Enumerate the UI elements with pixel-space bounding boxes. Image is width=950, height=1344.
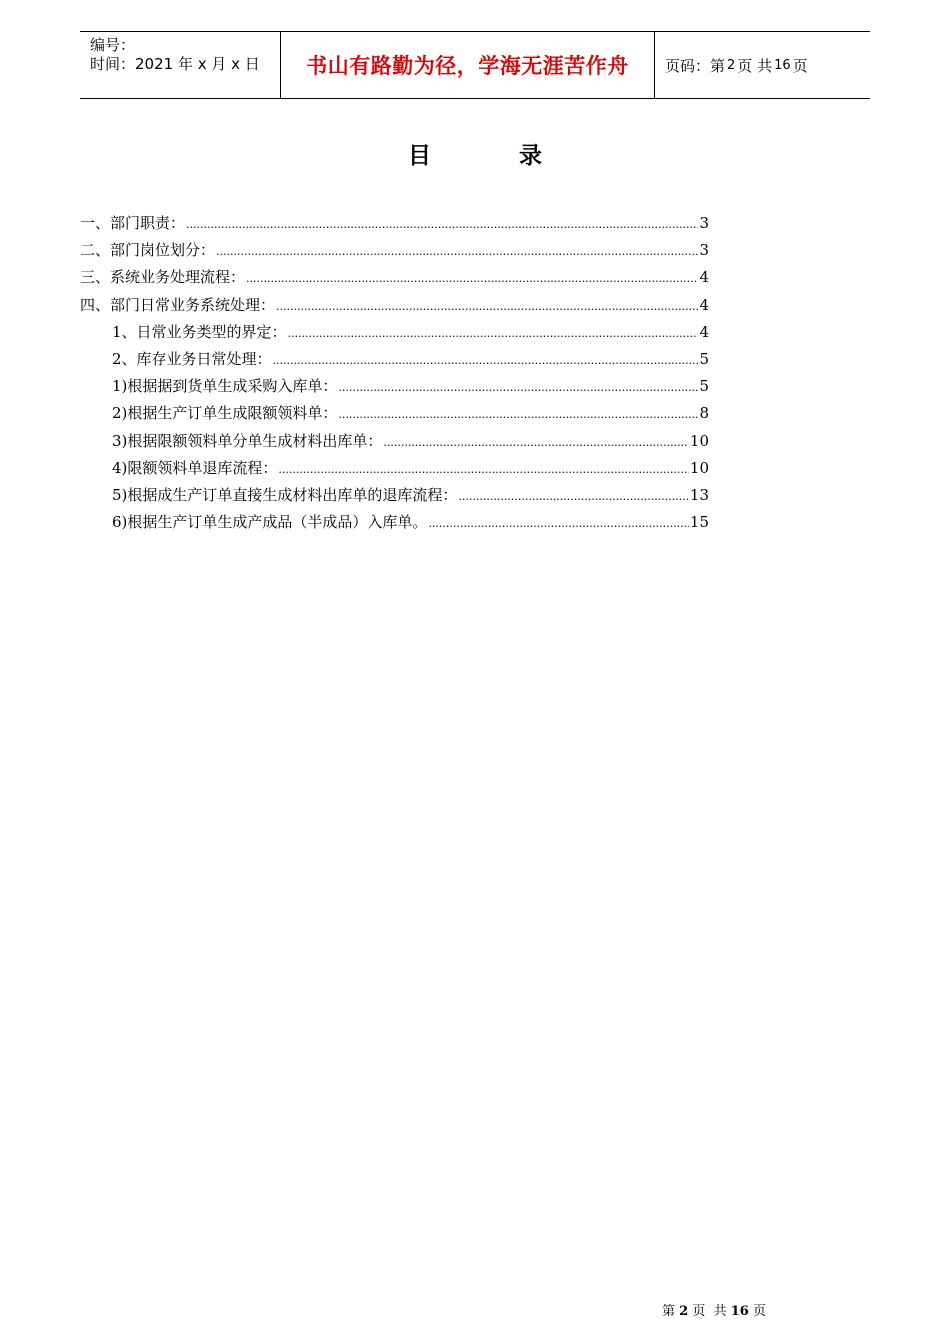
toc-leader-dots bbox=[246, 265, 698, 291]
toc-leader-dots bbox=[458, 483, 689, 509]
toc-leader-dots bbox=[276, 293, 698, 319]
toc-entry[interactable] bbox=[80, 510, 709, 537]
toc-entry-label: 4)限额领料单退库流程： bbox=[112, 458, 278, 477]
toc-entry-page: 4 bbox=[699, 295, 709, 314]
toc-entry[interactable] bbox=[80, 401, 709, 428]
toc-leader-dots bbox=[428, 510, 689, 536]
toc-entry-label: 1、日常业务类型的界定： bbox=[112, 322, 287, 341]
table-of-contents bbox=[80, 211, 709, 537]
footer-middle: 页 共 bbox=[692, 1304, 727, 1319]
document-time-label: 时间：2021 年 x 月 x 日 bbox=[90, 55, 260, 73]
footer-prefix: 第 bbox=[662, 1304, 676, 1319]
toc-leader-dots bbox=[288, 320, 699, 346]
toc-entry[interactable] bbox=[80, 265, 709, 292]
header-meta bbox=[80, 32, 281, 98]
toc-title-char-2: 录 bbox=[519, 143, 542, 169]
toc-entry-label: 2)根据生产订单生成限额领料单： bbox=[112, 404, 338, 423]
toc-leader-dots bbox=[383, 429, 689, 455]
toc-leader-dots bbox=[338, 374, 698, 400]
footer-suffix: 页 bbox=[752, 1304, 766, 1319]
toc-entry-page: 8 bbox=[699, 404, 709, 423]
footer-page-current: 2 bbox=[679, 1304, 689, 1319]
toc-entry[interactable] bbox=[80, 211, 709, 238]
header-page-middle: 页 共 bbox=[737, 56, 773, 75]
toc-entry-page: 15 bbox=[689, 513, 709, 532]
toc-entry-label: 5)根据成生产订单直接生成材料出库单的退库流程： bbox=[112, 485, 458, 504]
toc-entry-label: 四、部门日常业务系统处理： bbox=[80, 295, 276, 314]
toc-entry-label: 6)根据生产订单生成产成品（半成品）入库单。 bbox=[112, 513, 428, 532]
toc-entry-label: 二、部门岗位划分： bbox=[80, 241, 216, 260]
toc-entry-page: 3 bbox=[699, 241, 709, 260]
toc-entry-page: 4 bbox=[699, 322, 709, 341]
header-page-suffix: 页 bbox=[792, 56, 808, 75]
header-page-prefix: 页码：第 bbox=[665, 56, 726, 75]
toc-entry[interactable] bbox=[80, 374, 709, 401]
toc-leader-dots bbox=[186, 211, 698, 237]
header-page-current: 2 bbox=[727, 57, 736, 73]
toc-entry-label: 三、系统业务处理流程： bbox=[80, 268, 246, 287]
toc-entry[interactable] bbox=[80, 456, 709, 483]
document-number-label: 编号： bbox=[90, 36, 136, 54]
toc-entry-page: 10 bbox=[689, 458, 709, 477]
toc-entry[interactable] bbox=[80, 320, 709, 347]
toc-leader-dots bbox=[216, 238, 698, 264]
toc-title bbox=[0, 140, 950, 172]
toc-entry-page: 5 bbox=[699, 377, 709, 396]
toc-entry[interactable] bbox=[80, 483, 709, 510]
toc-entry-label: 3)根据限额领料单分单生成材料出库单： bbox=[112, 431, 383, 450]
toc-entry[interactable] bbox=[80, 238, 709, 265]
header-motto: 书山有路勤为径，学海无涯苦作舟 bbox=[281, 32, 655, 98]
header-page-total: 16 bbox=[774, 57, 791, 73]
toc-entry-page: 13 bbox=[689, 485, 709, 504]
toc-leader-dots bbox=[273, 347, 699, 373]
toc-entry-page: 3 bbox=[699, 214, 709, 232]
toc-leader-dots bbox=[338, 401, 698, 427]
footer-page-total: 16 bbox=[730, 1304, 749, 1319]
toc-entry[interactable] bbox=[80, 293, 709, 320]
toc-leader-dots bbox=[278, 456, 689, 482]
toc-entry[interactable] bbox=[80, 347, 709, 374]
page-footer bbox=[662, 1303, 766, 1321]
toc-entry-label: 一、部门职责： bbox=[80, 214, 186, 232]
toc-entry-page: 10 bbox=[689, 431, 709, 450]
toc-entry-label: 2、库存业务日常处理： bbox=[112, 349, 272, 368]
page-header bbox=[80, 31, 870, 99]
toc-entry-page: 5 bbox=[699, 349, 709, 368]
toc-title-char-1: 目 bbox=[408, 143, 431, 169]
toc-entry-page: 4 bbox=[699, 268, 709, 287]
header-page-indicator bbox=[655, 32, 870, 98]
toc-entry-label: 1)根据据到货单生成采购入库单： bbox=[112, 377, 338, 396]
toc-entry[interactable] bbox=[80, 429, 709, 456]
